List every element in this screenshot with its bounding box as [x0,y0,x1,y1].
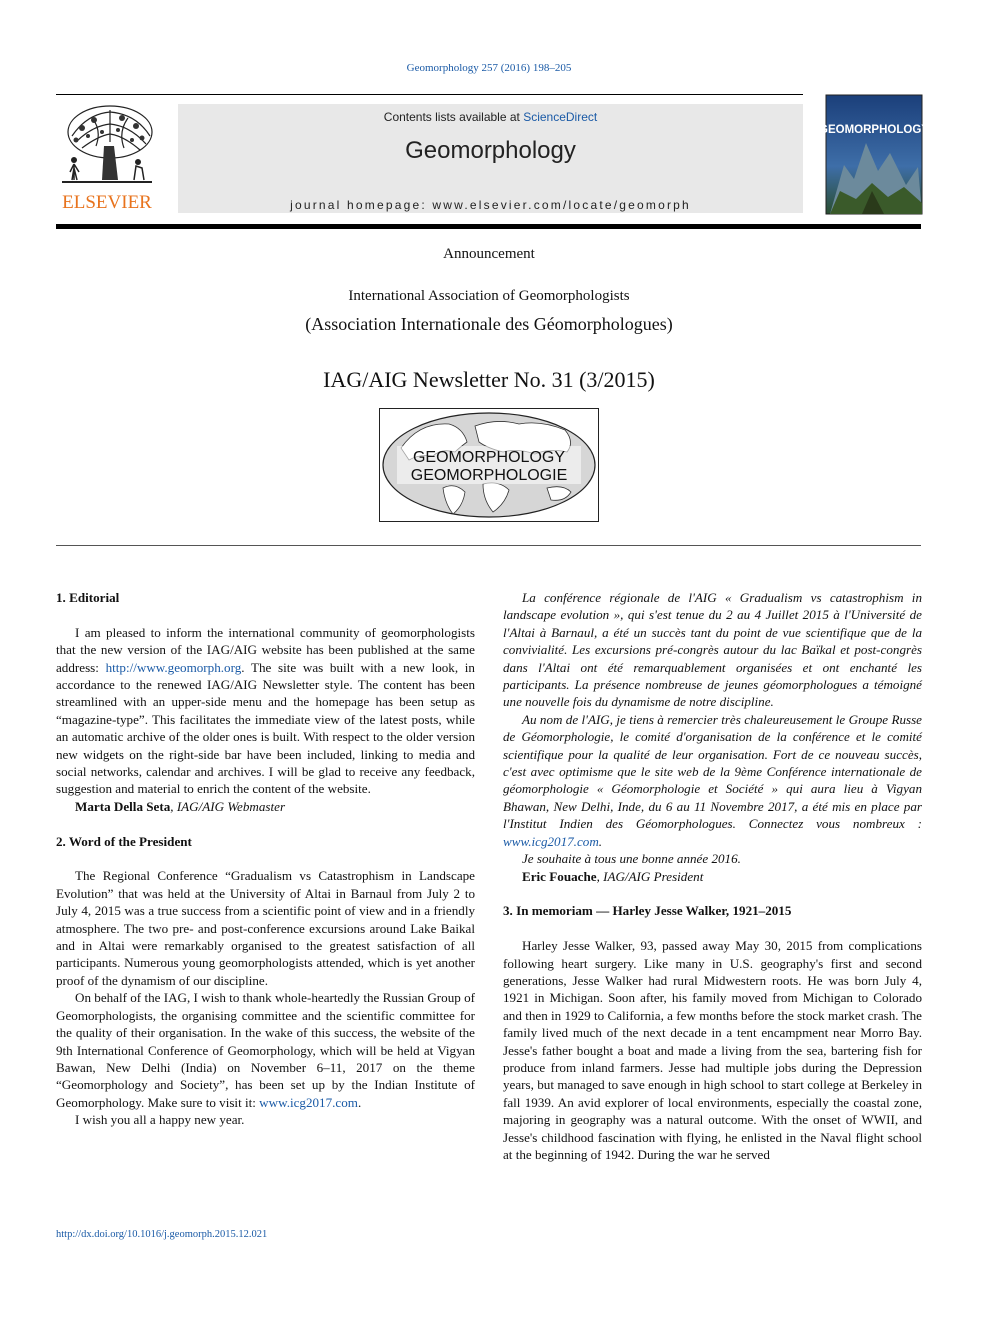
organization-name: International Association of Geomorphologists [348,288,630,304]
president-paragraph-3: I wish you all a happy new year. [75,1112,245,1128]
elsevier-tree-icon [52,102,162,214]
french-signature [503,868,922,885]
right-column [503,589,922,1163]
editorial-text-a: I am pleased to inform the international community of geomorphologists that the new version of the IAG/AIG website has been published at the same address: [56,624,475,675]
memoriam-paragraph: Harley Jesse Walker, 93, passed away May 30, 2015 from complications following heart surgery. Like many in U.S. geography's first and second generations, Jesse Walker had rural Midwestern roots. He was born July 4, 1921 in Michigan. Soon after, his family moved from Michigan to Colorado and then in 1929 to California, a few months before the stock market crash. The family lived much of the next decade in a tent encampment near Morro Bay. Jesse's father bought a boat and made a living from the sea, bartering fish for produce from inland farmers. Jesse had multiple jobs during the Depression years, but managed to save enough in high school to start college at Berkeley in fall 1939. An avid explorer of local environments, especially the coastal zone, majoring in geography was a natural outcome. With the onset of WWII, and Jesse's childhood fascination with flying, he enlisted in the Naval flight school at the beginning of 1942. During the war he served [503,938,922,1162]
journal-name: Geomorphology [405,137,576,164]
french-paragraph-2 [503,711,922,850]
journal-header-box [178,104,803,213]
editorial-signature [56,798,475,815]
french-paragraph-3: Je souhaite à tous une bonne année 2016. [522,851,741,867]
section-heading-president: 2. Word of the President [56,833,192,849]
sciencedirect-link[interactable]: ScienceDirect [523,110,598,124]
journal-cover-image [819,95,929,214]
left-column [56,589,475,1129]
signature-name-fr: Eric Fouache [522,868,597,884]
signature-name: Marta Della Seta [75,798,171,814]
icg2017-link-fr[interactable]: www.icg2017.com [503,833,599,849]
journal-citation[interactable]: Geomorphology 257 (2016) 198–205 [406,62,572,74]
section-heading-editorial: 1. Editorial [56,590,120,605]
president-paragraph-2 [56,989,475,1111]
editorial-paragraph [56,624,475,798]
doi-link[interactable]: http://dx.doi.org/10.1016/j.geomorph.2015.12.021 [56,1229,268,1240]
journal-homepage[interactable]: journal homepage: www.elsevier.com/locate/geomorph [290,198,691,212]
section-heading-memoriam: 3. In memoriam — Harley Jesse Walker, 1921–2015 [503,903,792,919]
header-top-rule [56,94,803,95]
contents-line [178,110,803,124]
editorial-text-b: . The site was built with a new look, in accordance to the renewed IAG/AIG Newsletter style. The content has been streamlined with an upper-side menu and the homepage has been setup as “magazine-type”. This facilitates the immediate view of the latest posts, while an automatic archive of the older ones is built. With respect to the older version new widgets on the right-side bar have been included, linking to media and social networks, calendar and archives. I will be glad to receive any feedback, suggestion and material to enrich the content of the website. [56,659,475,797]
cover-title: GEOMORPHOLOGY [819,124,929,136]
french-paragraph-1: La conférence régionale de l'AIG « Gradualism vs catastrophism in landscape evolution », qui s'est tenue du 2 au 4 Juillet 2015 à l'Université de l'Altai à Barnaul, a été un succès tant du point de vue scientifique que de la convivialité. Les excursions pré-congrès autour du lac Baïkal et post-congrès dans l'Altai ont été remarquablement organisées et ont enchanté les participants. La présence nombreuse de jeunes géomorphologues a témoigné une nouvelle fois du dynamisme de notre discipline. [503,590,922,710]
signature-role-fr: , IAG/AIG President [596,868,704,884]
president-text-a: On behalf of the IAG, I wish to thank whole-heartedly the Russian Group of Geomorphologists, the organising committee and the scientific committee for the quality of their organisation. In the wake of this success, the website of the 9th International Conference of Geomorphology, which will be held at Vigyan Bawan, New Delhi (India) on November 6–11, 2017 on the theme “Geomorphology and Society”, has been set up by the Indian Institute of Geomorphology. Make sure to visit it: [56,990,475,1110]
elsevier-logo [52,102,162,214]
header-thick-rule [56,224,921,229]
president-text-b: . [357,1094,362,1110]
french-text-b: . [598,833,603,849]
front-matter-rule [56,545,921,546]
french-text-a: Au nom de l'AIG, je tiens à remercier très chaleureusement le Groupe Russe de Géomorphologie, le comité d'organisation de la conférence et le comité scientifique pour la qualité de leur organisation. Fort de ce nouveau succès, c'est avec optimisme que le site web de la 9ème Conférence internationale de géomorphologie « Géomorphologie et Société » qui aura lieu à Vigyan Bhawan, New Delhi, Inde, du 6 au 11 Novembre 2017, a été mis en place par l'Institut Indien des Géomorphologues. Connectez vous nombreux : [503,711,922,832]
logo-line-1: GEOMORPHOLOGY [412,449,566,466]
article-type: Announcement [443,246,535,262]
journal-cover[interactable] [819,95,929,214]
article-title: IAG/AIG Newsletter No. 31 (3/2015) [323,367,655,392]
elsevier-wordmark: ELSEVIER [62,192,152,213]
organization-name-french: (Association Internationale des Géomorphologues) [305,314,673,334]
iag-logo [379,408,599,522]
president-paragraph-1: The Regional Conference “Gradualism vs Catastrophism in Landscape Evolution” that was held at the University of Altai in Barnaul from July 2 to July 4, 2015 was a true success from a scientific point of view and in a friendly atmosphere. The two pre- and post-conference excursions around Lake Baikal and in Altai were remarkably organised to the greatest satisfaction of all participants. Numerous young geomorphologists attended, which is yet another proof of the dynamism of our discipline. [56,868,475,988]
geomorph-website-link[interactable]: http://www.geomorph.org [105,659,242,675]
signature-role: , IAG/AIG Webmaster [170,798,286,814]
contents-prefix: Contents lists available at [383,110,524,124]
world-map-logo-icon [379,408,599,522]
icg2017-link[interactable]: www.icg2017.com [259,1094,358,1110]
logo-line-2: GEOMORPHOLOGIE [410,467,568,484]
